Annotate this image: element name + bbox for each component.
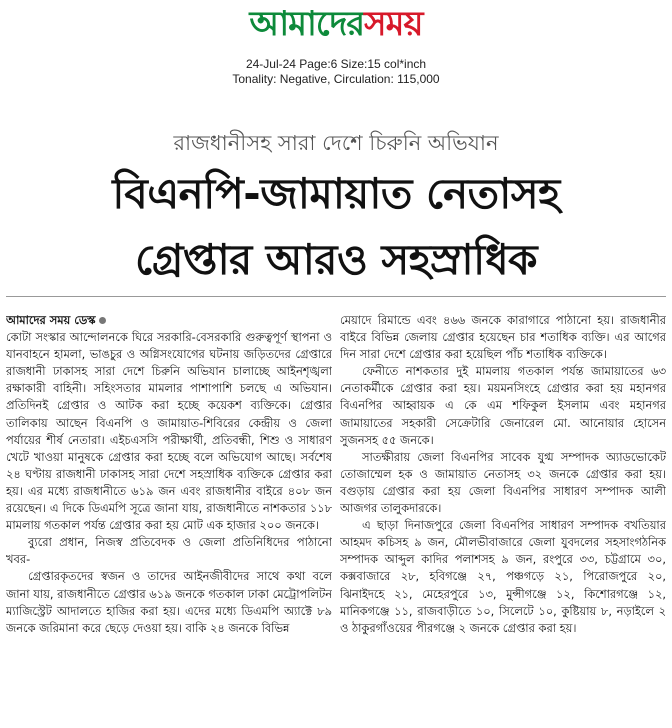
- body-paragraph: গ্রেপ্তারকৃতদের স্বজন ও তাদের আইনজীবীদের সাথে কথা বলে জানা যায়, রাজধানীতে গ্রেপ্তার ৬১৯ জনকে গতকাল ঢাকা মেট্রোপলিটন ম্যাজিস্ট্রেট আদালতে হাজির করা হয়। এদের মধ্যে ডিএমপি অ্যাক্টে ৮৯ জনকে জরিমানা করে ছেড়ে দেওয়া হয়। বাকি ২৪ জনকে বিভিন্ন: [6, 569, 332, 635]
- newspaper-logo: [250, 4, 423, 44]
- body-paragraph: এ ছাড়া দিনাজপুরে জেলা বিএনপির সাধারণ সম্পাদক বখতিয়ার আহমদ কচিসহ ৯ জন, মৌলভীবাজারে জেলা যুবদলের সহসাংগঠনিক সম্পাদক আব্দুল কাদির পলাশসহ ৯ জন, রংপুরে ৩৩, চট্টগ্রামে ৩০, কক্সবাজারে ২৮, হবিগঞ্জে ২৭, পঞ্চগড়ে ২১, পিরোজপুরে ২০, ঝিনাইদহে ২১, মেহেরপুরে ১৩, মুন্সীগঞ্জে ১২, কিশোরগঞ্জে ১২, মানিকগঞ্জে ১১, রাজবাড়ীতে ১০, সিলেটে ১০, কুষ্টিয়ায় ৮, নড়াইলে ২ ও ঠাকুরগাঁওয়ের পীরগঞ্জে ২ জনকে গ্রেপ্তার করা হয়।: [340, 518, 666, 635]
- body-paragraph: সাতক্ষীরায় জেলা বিএনপির সাবেক যুগ্ম সম্পাদক অ্যাডভোকেট তোজাম্মেল হক ও জামায়াত নেতাসহ ৩২ জনকে গ্রেপ্তার করা হয়। বগুড়ায় গ্রেপ্তার করা হয় জেলা বিএনপির সাধারণ সম্পাদক আলী আজগর তালুকদারকে।: [340, 449, 666, 516]
- clipping-meta-date: 24-Jul-24 Page:6 Size:15 col*inch: [245, 57, 427, 71]
- masthead: [0, 4, 672, 44]
- body-paragraph: কোটা সংস্কার আন্দোলনকে ঘিরে সরকারি-বেসরকারি গুরুত্বপূর্ণ স্থাপনা ও যানবাহনে হামলা, ভাঙচুর ও অগ্নিসংযোগের ঘটনায় জড়িতদের গ্রেপ্তারে রাজধানী ঢাকাসহ সারা দেশে চিরুনি অভিযান চালাচ্ছে আইনশৃঙ্খলা রক্ষাকারী বাহিনী। সহিংসতার মামলার পাশাপাশি চলছে এ অভিযান। প্রতিদিনই গ্রেপ্তার ও আটক করা হচ্ছে কয়েকশ ব্যক্তিকে। গ্রেপ্তার তালিকায় আছেন বিএনপি ও জামায়াত-শিবিরের কেন্দ্রীয় ও জেলা পর্যায়ের শীর্ষ নেতারা। এইচএসসি পরীক্ষার্থী, প্রতিবন্ধী, শিশু ও সাধারণ খেটে খাওয়া মানুষকে গ্রেপ্তার করা হচ্ছে বলে অভিযোগ আছে। সর্বশেষ ২৪ ঘণ্টায় রাজধানী ঢাকাসহ সারা দেশে সহস্রাধিক ব্যক্তিকে গ্রেপ্তার করা হয়। এর মধ্যে রাজধানীতে ৬১৯ জন এবং রাজধানীর বাইরে ৪০৮ জন রয়েছেন। এ দিকে ডিএমপি সূত্রে জানা যায়, রাজধানীতে নাশকতার ১১৮ মামলায় গতকাল পর্যন্ত গ্রেপ্তার করা হয় মোট এক হাজার ২০০ জনকে।: [6, 330, 332, 533]
- body-paragraph: ব্যুরো প্রধান, নিজস্ব প্রতিবেদক ও জেলা প্রতিনিধিদের পাঠানো খবর-: [6, 535, 332, 567]
- bullet-icon: [99, 317, 106, 324]
- headline-line-1: বিএনপি-জামায়াত নেতাসহ: [112, 169, 560, 218]
- logo-part-2: সময়: [364, 4, 423, 44]
- article-column-right: [340, 312, 666, 722]
- article-kicker: রাজধানীসহ সারা দেশে চিরুনি অভিযান: [173, 131, 499, 155]
- body-paragraph: মেয়াদে রিমান্ডে এবং ৪৬৬ জনকে কারাগারে পাঠানো হয়। রাজধানীর বাইরে বিভিন্ন জেলায় গ্রেপ্তার হয়েছেন চার শতাধিক ব্যক্তি। এর আগের দিন সারা দেশে গ্রেপ্তার করা হয়েছিল পাঁচ শতাধিক ব্যক্তিকে।: [340, 313, 666, 362]
- clipping-meta-tonality: Tonality: Negative, Circulation: 115,000: [232, 72, 440, 86]
- body-paragraph: ফেনীতে নাশকতার দুই মামলায় গতকাল পর্যন্ত জামায়াতের ৬৩ নেতাকর্মীকে গ্রেপ্তার করা হয়। ময়মনসিংহে গ্রেপ্তার করা হয় মহানগর বিএনপির আহ্বায়ক এ কে এম শফিকুল ইসলাম এবং মহানগর জামায়াতের সহকারী সেক্রেটারি জেনারেল মো. আনোয়ার হোসেন সুজনসহ ৫৫ জনকে।: [340, 364, 666, 447]
- logo-part-1: আমাদের: [249, 4, 365, 44]
- article-column-left: [6, 312, 332, 722]
- headline-line-2: গ্রেপ্তার আরও সহস্রাধিক: [134, 235, 538, 284]
- byline-paragraph: [6, 312, 332, 329]
- headline-divider: [6, 296, 666, 297]
- byline: আমাদের সময় ডেস্ক: [6, 313, 96, 327]
